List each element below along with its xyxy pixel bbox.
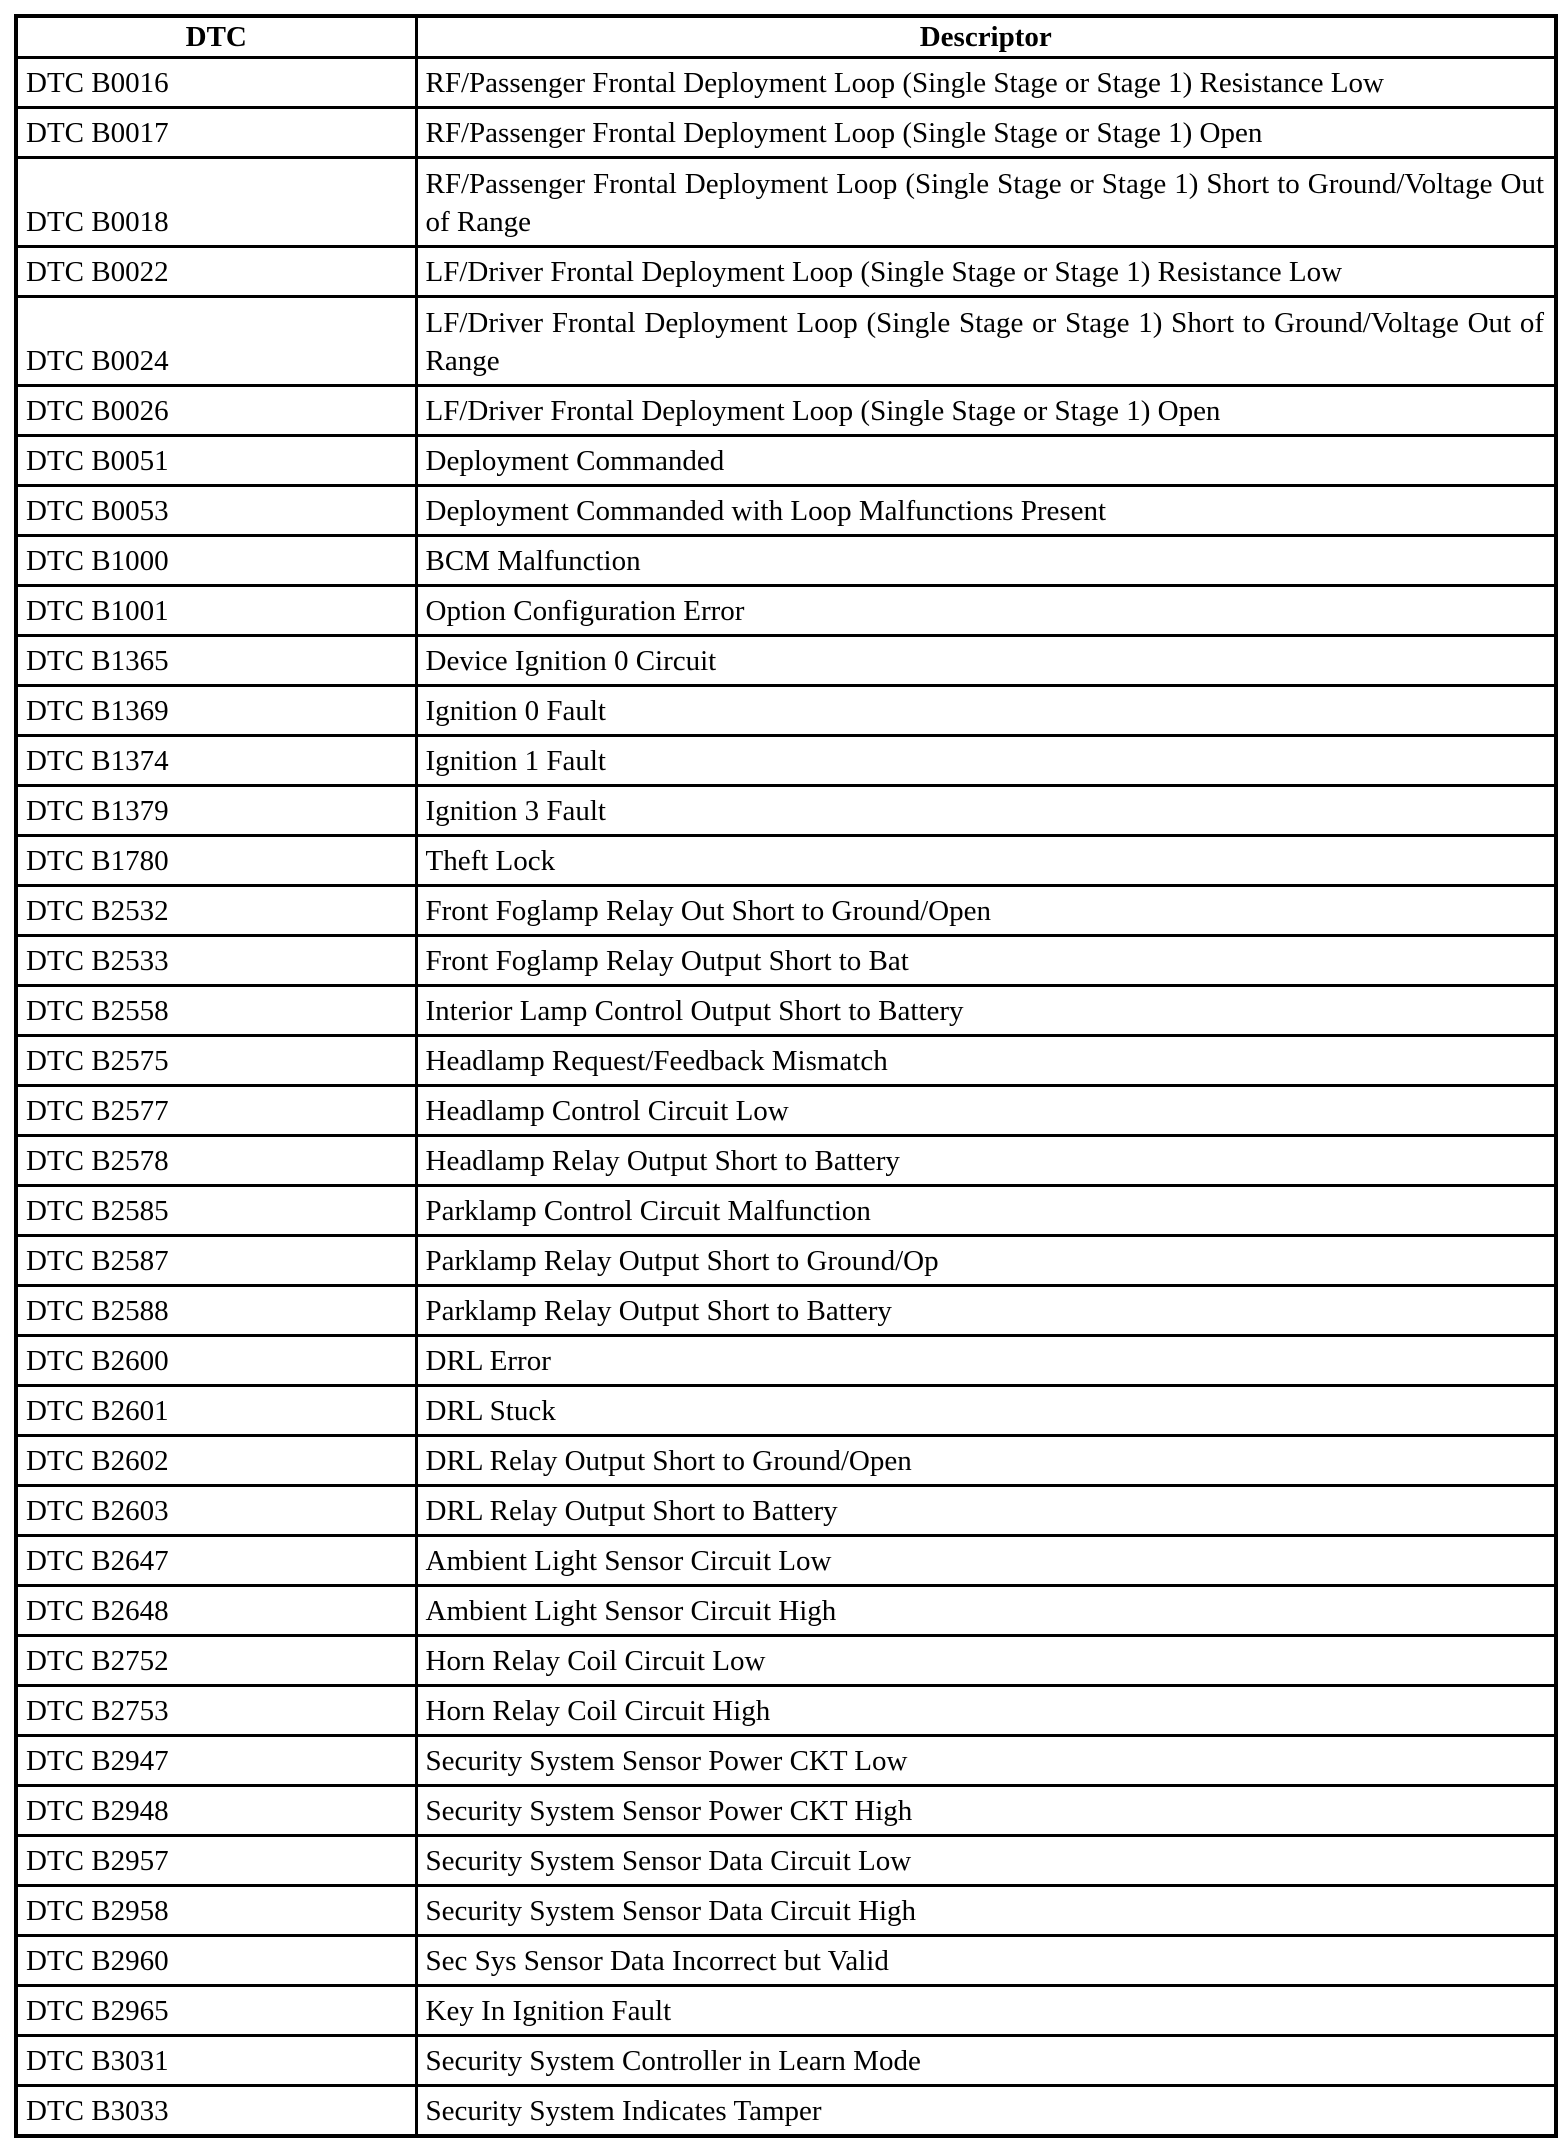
descriptor-cell: RF/Passenger Frontal Deployment Loop (Single Stage or Stage 1) Open xyxy=(416,108,1556,158)
dtc-code-cell: DTC B2587 xyxy=(16,1236,416,1286)
descriptor-cell: Horn Relay Coil Circuit High xyxy=(416,1686,1556,1736)
table-row xyxy=(16,986,1556,1036)
table-row xyxy=(16,386,1556,436)
table-row xyxy=(16,2036,1556,2086)
descriptor-cell: Ignition 1 Fault xyxy=(416,736,1556,786)
dtc-code-cell: DTC B2603 xyxy=(16,1486,416,1536)
dtc-code-cell: DTC B2585 xyxy=(16,1186,416,1236)
table-row xyxy=(16,586,1556,636)
descriptor-cell: Sec Sys Sensor Data Incorrect but Valid xyxy=(416,1936,1556,1986)
dtc-code-cell: DTC B0017 xyxy=(16,108,416,158)
dtc-table xyxy=(14,14,1558,2138)
descriptor-cell: Front Foglamp Relay Output Short to Bat xyxy=(416,936,1556,986)
table-row xyxy=(16,436,1556,486)
descriptor-cell: DRL Error xyxy=(416,1336,1556,1386)
descriptor-cell: Headlamp Relay Output Short to Battery xyxy=(416,1136,1556,1186)
table-row xyxy=(16,1236,1556,1286)
dtc-code-cell: DTC B2558 xyxy=(16,986,416,1036)
table-row xyxy=(16,1586,1556,1636)
table-row xyxy=(16,686,1556,736)
dtc-code-cell: DTC B2578 xyxy=(16,1136,416,1186)
dtc-code-cell: DTC B1379 xyxy=(16,786,416,836)
dtc-code-cell: DTC B0022 xyxy=(16,247,416,297)
descriptor-cell: Security System Sensor Power CKT Low xyxy=(416,1736,1556,1786)
descriptor-cell: Parklamp Relay Output Short to Battery xyxy=(416,1286,1556,1336)
dtc-code-cell: DTC B0016 xyxy=(16,58,416,108)
dtc-code-cell: DTC B3033 xyxy=(16,2086,416,2137)
table-row xyxy=(16,1786,1556,1836)
table-row xyxy=(16,1686,1556,1736)
table-row xyxy=(16,1486,1556,1536)
table-row xyxy=(16,2086,1556,2137)
descriptor-cell: Security System Indicates Tamper xyxy=(416,2086,1556,2137)
table-row xyxy=(16,58,1556,108)
table-row xyxy=(16,1886,1556,1936)
dtc-code-cell: DTC B0053 xyxy=(16,486,416,536)
dtc-code-cell: DTC B1365 xyxy=(16,636,416,686)
table-row xyxy=(16,1636,1556,1686)
descriptor-cell: Headlamp Request/Feedback Mismatch xyxy=(416,1036,1556,1086)
descriptor-cell: Parklamp Relay Output Short to Ground/Op xyxy=(416,1236,1556,1286)
table-row xyxy=(16,1836,1556,1886)
table-row xyxy=(16,486,1556,536)
table-row xyxy=(16,1936,1556,1986)
descriptor-cell: LF/Driver Frontal Deployment Loop (Single Stage or Stage 1) Resistance Low xyxy=(416,247,1556,297)
dtc-code-cell: DTC B2948 xyxy=(16,1786,416,1836)
descriptor-cell: Security System Sensor Data Circuit High xyxy=(416,1886,1556,1936)
descriptor-cell: RF/Passenger Frontal Deployment Loop (Single Stage or Stage 1) Resistance Low xyxy=(416,58,1556,108)
table-row xyxy=(16,108,1556,158)
dtc-code-cell: DTC B2533 xyxy=(16,936,416,986)
descriptor-cell: DRL Stuck xyxy=(416,1386,1556,1436)
descriptor-cell: Theft Lock xyxy=(416,836,1556,886)
descriptor-cell: Parklamp Control Circuit Malfunction xyxy=(416,1186,1556,1236)
dtc-code-cell: DTC B2960 xyxy=(16,1936,416,1986)
dtc-code-cell: DTC B2577 xyxy=(16,1086,416,1136)
table-row xyxy=(16,836,1556,886)
descriptor-cell: DRL Relay Output Short to Ground/Open xyxy=(416,1436,1556,1486)
descriptor-cell: BCM Malfunction xyxy=(416,536,1556,586)
descriptor-cell: Deployment Commanded with Loop Malfunctions Present xyxy=(416,486,1556,536)
descriptor-cell: Front Foglamp Relay Out Short to Ground/Open xyxy=(416,886,1556,936)
dtc-code-cell: DTC B2752 xyxy=(16,1636,416,1686)
table-row xyxy=(16,1386,1556,1436)
dtc-code-cell: DTC B2753 xyxy=(16,1686,416,1736)
header-descriptor: Descriptor xyxy=(416,16,1556,58)
dtc-code-cell: DTC B2602 xyxy=(16,1436,416,1486)
descriptor-cell: Security System Sensor Power CKT High xyxy=(416,1786,1556,1836)
table-row xyxy=(16,247,1556,297)
table-row xyxy=(16,1186,1556,1236)
table-row xyxy=(16,1986,1556,2036)
dtc-code-cell: DTC B1000 xyxy=(16,536,416,586)
table-row xyxy=(16,1536,1556,1586)
dtc-code-cell: DTC B1001 xyxy=(16,586,416,636)
dtc-code-cell: DTC B2600 xyxy=(16,1336,416,1386)
table-row xyxy=(16,536,1556,586)
table-row xyxy=(16,1336,1556,1386)
dtc-code-cell: DTC B2947 xyxy=(16,1736,416,1786)
dtc-code-cell: DTC B0051 xyxy=(16,436,416,486)
dtc-code-cell: DTC B0024 xyxy=(16,297,416,386)
dtc-code-cell: DTC B2601 xyxy=(16,1386,416,1436)
descriptor-cell: Horn Relay Coil Circuit Low xyxy=(416,1636,1556,1686)
dtc-code-cell: DTC B2957 xyxy=(16,1836,416,1886)
table-row xyxy=(16,297,1556,386)
descriptor-cell: Ignition 3 Fault xyxy=(416,786,1556,836)
dtc-code-cell: DTC B3031 xyxy=(16,2036,416,2086)
descriptor-cell: LF/Driver Frontal Deployment Loop (Single Stage or Stage 1) Short to Ground/Voltage Out of Range xyxy=(416,297,1556,386)
table-row xyxy=(16,158,1556,247)
table-row xyxy=(16,1286,1556,1336)
descriptor-cell: Security System Sensor Data Circuit Low xyxy=(416,1836,1556,1886)
table-row xyxy=(16,786,1556,836)
descriptor-cell: Option Configuration Error xyxy=(416,586,1556,636)
header-dtc: DTC xyxy=(16,16,416,58)
dtc-code-cell: DTC B2575 xyxy=(16,1036,416,1086)
dtc-code-cell: DTC B1374 xyxy=(16,736,416,786)
dtc-code-cell: DTC B2532 xyxy=(16,886,416,936)
table-row xyxy=(16,936,1556,986)
dtc-code-cell: DTC B2588 xyxy=(16,1286,416,1336)
descriptor-cell: Key In Ignition Fault xyxy=(416,1986,1556,2036)
table-row xyxy=(16,736,1556,786)
descriptor-cell: LF/Driver Frontal Deployment Loop (Single Stage or Stage 1) Open xyxy=(416,386,1556,436)
table-row xyxy=(16,1136,1556,1186)
dtc-code-cell: DTC B2958 xyxy=(16,1886,416,1936)
descriptor-cell: RF/Passenger Frontal Deployment Loop (Single Stage or Stage 1) Short to Ground/Voltage Out of Range xyxy=(416,158,1556,247)
table-row xyxy=(16,1736,1556,1786)
table-row xyxy=(16,886,1556,936)
descriptor-cell: Deployment Commanded xyxy=(416,436,1556,486)
table-row xyxy=(16,1086,1556,1136)
dtc-code-cell: DTC B2648 xyxy=(16,1586,416,1636)
table-row xyxy=(16,636,1556,686)
descriptor-cell: Ambient Light Sensor Circuit Low xyxy=(416,1536,1556,1586)
dtc-code-cell: DTC B1369 xyxy=(16,686,416,736)
descriptor-cell: Headlamp Control Circuit Low xyxy=(416,1086,1556,1136)
descriptor-cell: Security System Controller in Learn Mode xyxy=(416,2036,1556,2086)
descriptor-cell: Ambient Light Sensor Circuit High xyxy=(416,1586,1556,1636)
table-row xyxy=(16,1036,1556,1086)
dtc-code-cell: DTC B1780 xyxy=(16,836,416,886)
dtc-code-cell: DTC B0018 xyxy=(16,158,416,247)
table-header-row xyxy=(16,16,1556,58)
descriptor-cell: Device Ignition 0 Circuit xyxy=(416,636,1556,686)
descriptor-cell: Ignition 0 Fault xyxy=(416,686,1556,736)
table-row xyxy=(16,1436,1556,1486)
dtc-code-cell: DTC B2647 xyxy=(16,1536,416,1586)
table-body xyxy=(16,58,1556,2137)
dtc-code-cell: DTC B0026 xyxy=(16,386,416,436)
dtc-code-cell: DTC B2965 xyxy=(16,1986,416,2036)
descriptor-cell: Interior Lamp Control Output Short to Battery xyxy=(416,986,1556,1036)
descriptor-cell: DRL Relay Output Short to Battery xyxy=(416,1486,1556,1536)
